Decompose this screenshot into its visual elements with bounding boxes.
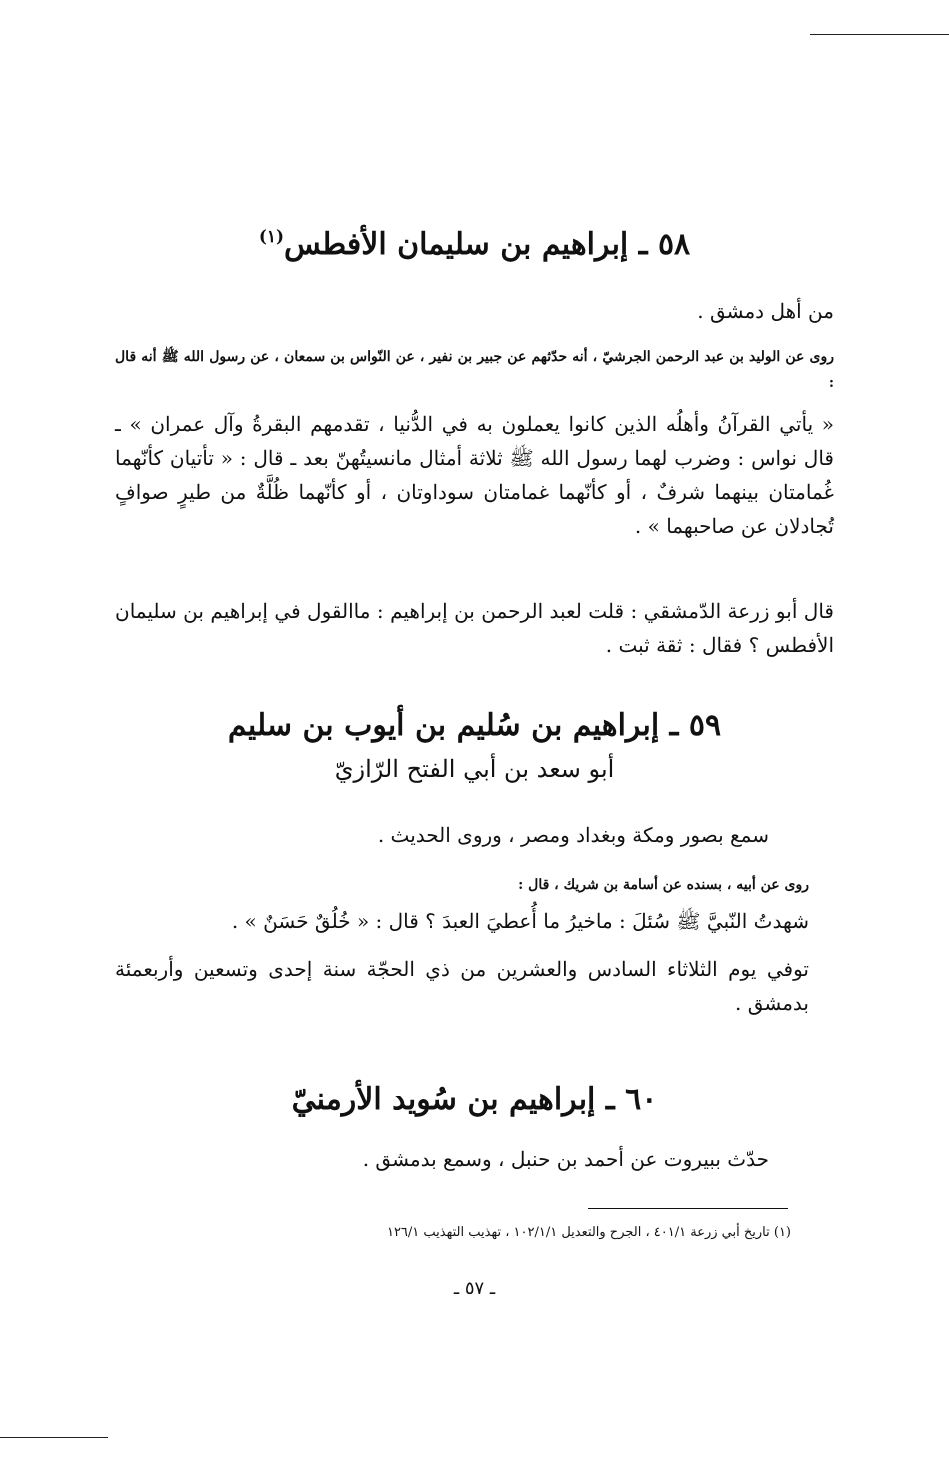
- footnote: (١) تاريخ أبي زرعة ٤٠١/١ ، الجرح والتعديل ١٠٢/١/١ ، تهذيب التهذيب ١٢٦/١: [386, 1225, 791, 1240]
- entry-58-heading: [115, 225, 834, 265]
- entry-59-subheading: أبو سعد بن أبي الفتح الرّازيّ: [334, 755, 615, 783]
- footnote-marker[interactable]: (١): [258, 227, 285, 247]
- entry-59-chain: روى عن أبيه ، بسنده عن أسامة بن شريك ، قال :: [518, 877, 809, 893]
- page-number: ـ ٥٧ ـ: [453, 1278, 496, 1299]
- entry-58-heading-text: ٥٨ ـ إبراهيم بن سليمان الأفطس: [284, 227, 691, 262]
- entry-59-hadith: شهدتُ النّبيَّ ﷺ سُئلَ : ماخيرُ ما أُعطيَ العبدَ ؟ قال : « خُلُقٌ حَسَنٌ » .: [231, 909, 809, 933]
- entry-58-hadith: « يأتي القرآنُ وأهلُه الذين كانوا يعملون به في الدُّنيا ، تقدمهم البقرةُ وآل عمران » ـ قال نواس : وضرب لهما رسول الله ﷺ ثلاثة أمثال مانسيتُهنّ بعد ـ قال : « تأتيان كأنّهما غُمامتان بينهما شرفٌ ، أو كأنّهما غمامتان سوداوتان ، أو كأنّهما ظُلَّةٌ من طيرٍ صوافٍ تُجادلان عن صاحبهما » .: [115, 412, 834, 538]
- bottom-rule: [0, 1437, 108, 1438]
- entry-60-heading: ٦٠ ـ إبراهيم بن سُويد الأرمنيّ: [291, 1082, 658, 1117]
- entry-59-heading: ٥٩ ـ إبراهيم بن سُليم بن أيوب بن سليم: [227, 708, 722, 743]
- top-rule: [810, 34, 949, 35]
- entry-60-origin: حدّث ببيروت عن أحمد بن حنبل ، وسمع بدمشق .: [362, 1147, 769, 1171]
- entry-58-note: قال أبو زرعة الدّمشقي : قلت لعبد الرحمن بن إبراهيم : ماالقول في إبراهيم بن سليمان الأفطس ؟ فقال : ثقة ثبت .: [115, 599, 834, 657]
- entry-58-origin: من أهل دمشق .: [697, 299, 834, 323]
- footnote-divider: [588, 1208, 788, 1209]
- entry-59-origin: سمع بصور ومكة وبغداد ومصر ، وروى الحديث .: [377, 823, 769, 847]
- entry-58-chain: روى عن الوليد بن عبد الرحمن الجرشيّ ، أنه حدّثهم عن جبير بن نفير ، عن النّواس بن سمعان ، عن رسول الله ﷺ أنه قال :: [115, 349, 834, 391]
- entry-59-note: توفي يوم الثلاثاء السادس والعشرين من ذي الحجّة سنة إحدى وتسعين وأربعمئة بدمشق .: [115, 957, 810, 1015]
